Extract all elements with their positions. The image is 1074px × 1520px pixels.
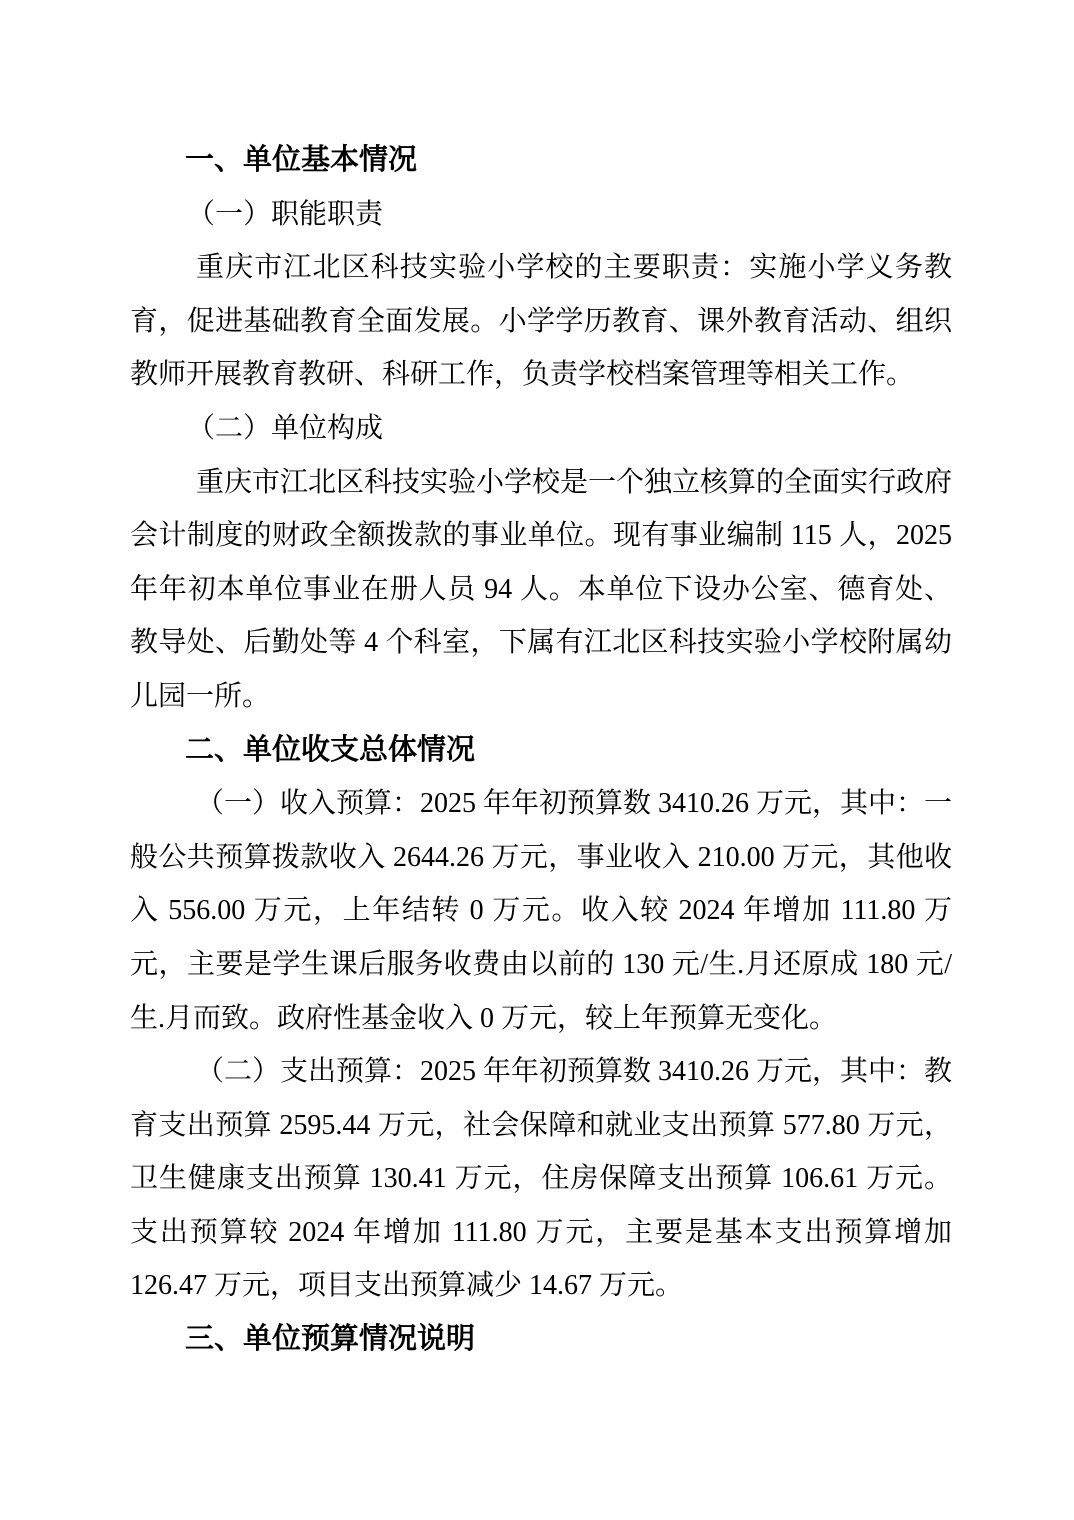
- section-heading-budget-explanation: 三、单位预算情况说明: [185, 1323, 476, 1356]
- subsection-heading-duties: （一）职能职责: [187, 198, 384, 230]
- section-heading-revenue-expenditure-overview: 二、单位收支总体情况: [185, 733, 476, 766]
- subsection-heading-unit-composition: （二）单位构成: [187, 412, 384, 444]
- document-body: [130, 134, 952, 1367]
- paragraph-revenue-budget: （一）收入预算：2025 年年初预算数 3410.26 万元，其中：一般公共预算拨款收入 2644.26 万元，事业收入 210.00 万元，其他收入 556.00 万元，上年结转 0 万元。收入较 2024 年增加 111.80 万元，主要是学生课后服务收费由以前的 130 元/生.月还原成 180 元/生.月而致。政府性基金收入 0 万元，较上年预算无变化。: [130, 788, 953, 1034]
- paragraph-duties: 重庆市江北区科技实验小学校的主要职责：实施小学义务教育，促进基础教育全面发展。小学学历教育、课外教育活动、组织教师开展教育教研、科研工作，负责学校档案管理等相关工作。: [130, 252, 952, 391]
- section-heading-unit-basic-info: 一、单位基本情况: [185, 144, 418, 176]
- paragraph-unit-composition: 重庆市江北区科技实验小学校是一个独立核算的全面实行政府会计制度的财政全额拨款的事业单位。现有事业编制 115 人，2025 年年初本单位事业在册人员 94 人。本单位下设办公室、德育处、教导处、后勤处等 4 个科室，下属有江北区科技实验小学校附属幼儿园一所。: [130, 466, 953, 712]
- paragraph-expenditure-budget: （二）支出预算：2025 年年初预算数 3410.26 万元，其中：教育支出预算 2595.44 万元，社会保障和就业支出预算 577.80 万元，卫生健康支出预算 130.41 万元，住房保障支出预算 106.61 万元。支出预算较 2024 年增加 111.80 万元，主要是基本支出预算增加 126.47 万元，项目支出预算减少 14.67 万元。: [130, 1056, 953, 1302]
